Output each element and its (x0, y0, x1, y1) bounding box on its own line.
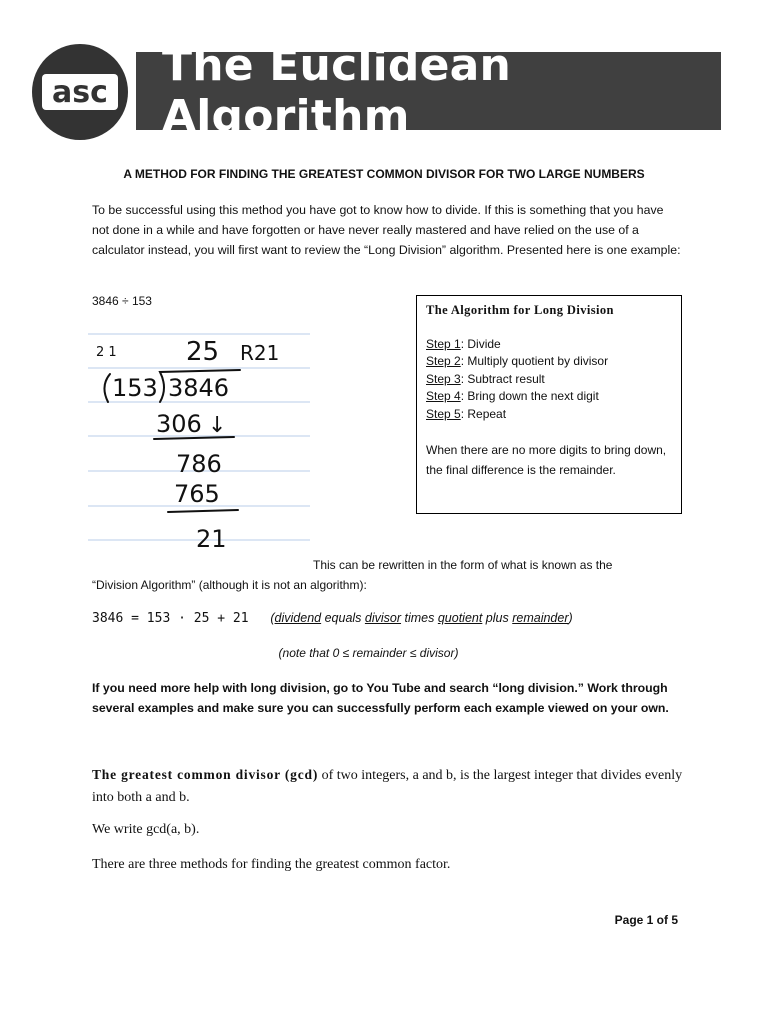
gcd-term: The greatest common divisor (gcd) (92, 767, 319, 782)
eq-equals: equals (321, 611, 365, 625)
hw-dividend: 3846 (168, 374, 230, 402)
hw-line-21: 21 (196, 525, 227, 553)
asc-logo (32, 44, 128, 140)
hw-line-786: 786 (176, 450, 222, 478)
eq-remainder: remainder (512, 611, 569, 625)
page-title: The Euclidean Algorithm (162, 40, 512, 142)
step-1-text: : Divide (460, 337, 501, 351)
remainder-note: (note that 0 ≤ remainder ≤ divisor) (278, 646, 459, 660)
title-banner (136, 40, 721, 142)
step-2 (426, 353, 672, 370)
eq-dividend: dividend (274, 611, 322, 625)
step-4-text: : Bring down the next digit (460, 389, 599, 404)
gcd-definition (92, 764, 692, 809)
equation-formula: 3846 = 153 · 25 + 21 (92, 611, 249, 626)
gcd-notation: We write gcd(a, b). (92, 822, 200, 837)
hw-remainder-mark: R21 (240, 341, 280, 365)
help-paragraph: If you need more help with long division, go to You Tube and search “long division.” Work through several examples and make sure you can successfully perform each example viewed on your own. (92, 681, 669, 715)
rewrite-paragraph (92, 555, 682, 595)
eq-divisor: divisor (364, 611, 402, 625)
gcd-definition-text: of two integers, a and b, is the largest integer that divides evenly into both a and b. (92, 768, 683, 805)
long-division-box (416, 295, 682, 514)
rewrite-line-1: This can be rewritten in the form of what is known as the (313, 558, 613, 572)
eq-quotient: quotient (437, 611, 483, 625)
step-3 (426, 371, 672, 388)
equation-description (270, 611, 572, 625)
step-2-text: : Multiply quotient by divisor (460, 354, 609, 369)
eq-times: times (401, 611, 438, 625)
hw-line-306: 306 (156, 410, 202, 438)
hw-arrow: ↓ (208, 413, 227, 438)
step-5 (426, 406, 672, 423)
rewrite-line-2: “Division Algorithm” (although it is not an algorithm): (92, 578, 367, 592)
gcd-methods: There are three methods for finding the greatest common factor. (92, 857, 451, 872)
eq-open: ( (270, 611, 275, 625)
hw-bracket-left (104, 374, 110, 402)
asc-logo-mark (32, 44, 128, 140)
hw-quotient: 25 (186, 337, 220, 367)
step-1-label: Step 1 (426, 337, 461, 351)
step-5-label: Step 5 (426, 406, 461, 421)
division-equation (92, 611, 573, 626)
step-4-label: Step 4 (426, 389, 461, 404)
hw-top-marks: 2 1 (96, 345, 117, 360)
eq-plus: plus (482, 611, 513, 625)
step-4 (426, 388, 672, 405)
intro-paragraph: To be successful using this method you have got to know how to divide. If this is something that you have not done in a while and have forgotten or have never really mastered and have relied on the use of a calculator instead, you will first want to review the “Long Division” algorithm. Presented here is one example: (92, 203, 681, 257)
hw-rule-2 (168, 510, 238, 512)
box-note: When there are no more digits to bring down, the final difference is the remainder. (426, 443, 667, 478)
box-title: The Algorithm for Long Division (426, 303, 614, 317)
eq-close: ) (568, 611, 573, 625)
example-label: 3846 ÷ 153 (92, 294, 152, 308)
page-number: Page 1 of 5 (614, 913, 678, 927)
hw-line-765: 765 (174, 480, 220, 508)
step-5-text: : Repeat (460, 406, 507, 421)
step-3-label: Step 3 (426, 371, 461, 386)
subtitle: A METHOD FOR FINDING THE GREATEST COMMON DIVISOR FOR TWO LARGE NUMBERS (123, 167, 645, 181)
step-1 (426, 336, 672, 353)
step-3-text: : Subtract result (460, 371, 545, 386)
step-2-label: Step 2 (426, 354, 461, 369)
hw-divisor: 153 (112, 374, 158, 402)
handwritten-long-division (88, 326, 310, 558)
logo-text: asc (52, 75, 108, 110)
